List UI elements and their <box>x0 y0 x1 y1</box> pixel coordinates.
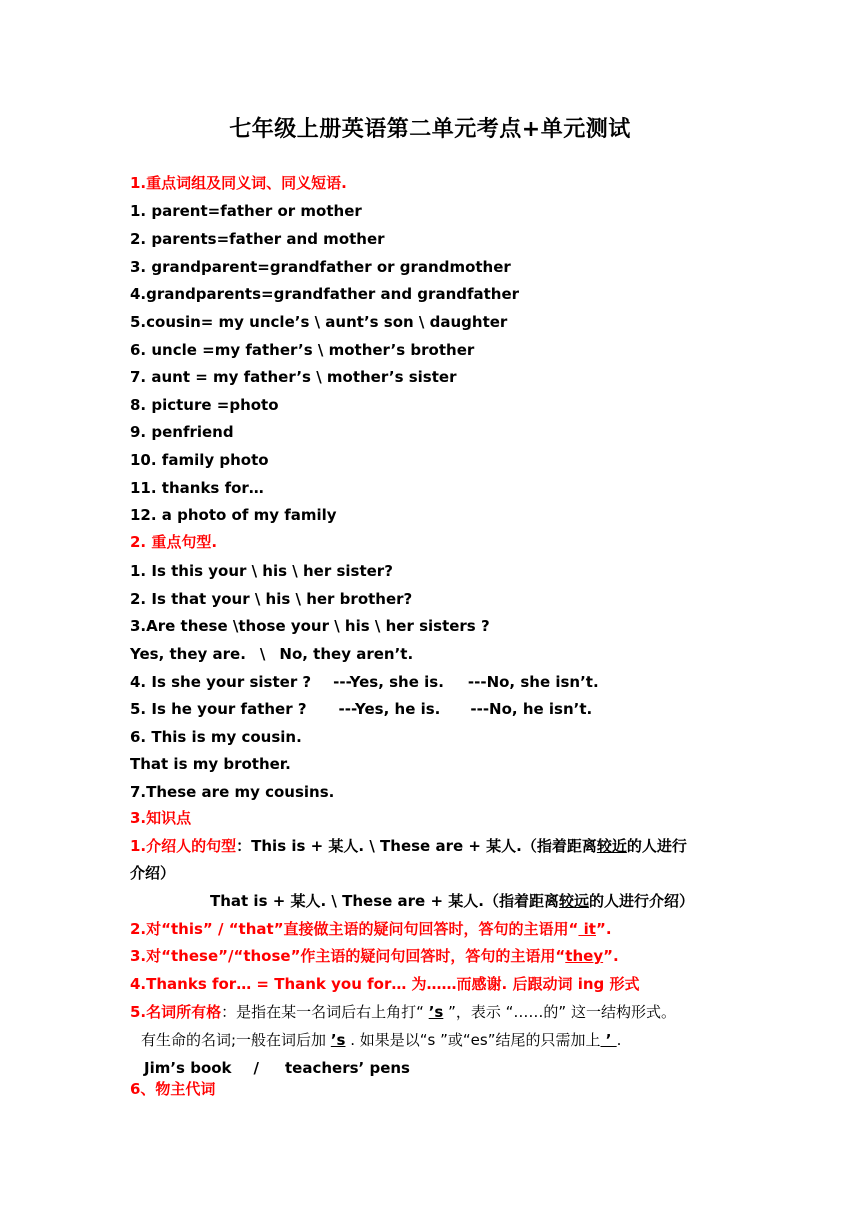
point-label: 5.名词所有格 <box>130 1003 222 1021</box>
knowledge-point-3 <box>130 946 619 966</box>
sentence-line <box>130 699 592 719</box>
sentence-part: 4. Is she your sister ? <box>130 673 312 691</box>
list-item: 7. aunt = my father’s \ mother’s sister <box>130 368 457 386</box>
knowledge-point-1 <box>130 836 687 856</box>
list-item: 2. parents=father and mother <box>130 230 385 248</box>
page-title: 七年级上册英语第二单元考点+单元测试 <box>229 117 631 142</box>
possessive-apostrophe: ’ <box>600 1031 617 1049</box>
point-text: That is + 某人. \ These are + 某人.（指着距离 <box>210 892 559 910</box>
sentence-line: 1. Is this your \ his \ her sister? <box>130 562 393 580</box>
point-text: 3.对“these”/“those”作主语的疑问句回答时，答句的主语用“ <box>130 947 566 965</box>
knowledge-point-1-cont: 介绍） <box>130 864 176 882</box>
knowledge-point-5 <box>130 1002 676 1022</box>
sentence-line <box>130 644 413 664</box>
list-item: 6. uncle =my father’s \ mother’s brother <box>130 341 475 359</box>
point-label: 1.介绍人的句型 <box>130 837 237 855</box>
knowledge-point-6: 6、物主代词 <box>130 1080 216 1098</box>
list-item: 4.grandparents=grandfather and grandfather <box>130 285 520 303</box>
example: Jim’s book <box>144 1059 232 1077</box>
sentence-line <box>130 672 599 692</box>
section-3-heading: 3.知识点 <box>130 809 192 827</box>
point-text: . <box>616 1031 622 1049</box>
knowledge-point-1b <box>210 891 694 911</box>
section-1-heading: 1.重点词组及同义词、同义短语. <box>130 174 347 192</box>
list-item: 12. a photo of my family <box>130 506 337 524</box>
point-text: 的人进行介绍） <box>588 892 694 910</box>
knowledge-point-5b <box>141 1030 621 1050</box>
list-item: 5.cousin= my uncle’s \ aunt’s son \ daughter <box>130 313 508 331</box>
sentence-line: 7.These are my cousins. <box>130 783 335 801</box>
sentence-part: No, they aren’t. <box>279 645 414 663</box>
sentence-part: ---Yes, she is. <box>333 673 444 691</box>
example-separator: / <box>253 1059 260 1077</box>
list-item: 1. parent=father or mother <box>130 202 362 220</box>
sentence-part: Yes, they are. <box>130 645 246 663</box>
section-2-heading: 2. 重点句型. <box>130 533 218 551</box>
sentence-part: \ <box>259 645 266 663</box>
point-text: ”，表示 “……的” 这一结构形式。 <box>443 1003 676 1021</box>
example: teachers’ pens <box>285 1059 410 1077</box>
point-text: ：是指在某一名词后右上角打“ <box>221 1003 429 1021</box>
sentence-line: 2. Is that your \ his \ her brother? <box>130 590 413 608</box>
possessive-s: ’s <box>330 1031 346 1049</box>
list-item: 3. grandparent=grandfather or grandmother <box>130 258 511 276</box>
sentence-part: 5. Is he your father ? <box>130 700 307 718</box>
sentence-line: 6. This is my cousin. <box>130 728 302 746</box>
answer-it: it <box>578 920 596 938</box>
point-text: 有生命的名词;一般在词后加 <box>141 1031 331 1049</box>
sentence-part: ---Yes, he is. <box>338 700 441 718</box>
point-text: 2.对“this” / “that”直接做主语的疑问句回答时，答句的主语用“ <box>130 920 579 938</box>
sentence-line: That is my brother. <box>130 755 291 773</box>
knowledge-point-4: 4.Thanks for… = Thank you for… 为……而感谢. 后跟动词 ing 形式 <box>130 975 640 993</box>
sentence-line: 3.Are these \those your \ his \ her sisters ? <box>130 617 490 635</box>
list-item: 10. family photo <box>130 451 269 469</box>
point-text: 的人进行 <box>626 837 687 855</box>
possessive-s: ’s <box>428 1003 444 1021</box>
possessive-examples <box>144 1058 410 1078</box>
point-text: ”. <box>595 920 612 938</box>
knowledge-point-2 <box>130 919 612 939</box>
sentence-part: ---No, he isn’t. <box>470 700 593 718</box>
point-text: ：This is + 某人. \ These are + 某人.（指着距离 <box>236 837 597 855</box>
point-text: ”. <box>603 947 619 965</box>
list-item: 11. thanks for… <box>130 479 264 497</box>
emphasis-far: 较远 <box>558 892 589 910</box>
emphasis-near: 较近 <box>596 837 627 855</box>
list-item: 9. penfriend <box>130 423 234 441</box>
list-item: 8. picture =photo <box>130 396 279 414</box>
answer-they: they <box>565 947 604 965</box>
sentence-part: ---No, she isn’t. <box>467 673 599 691</box>
point-text: . 如果是以“s ”或“es”结尾的只需加上 <box>345 1031 601 1049</box>
